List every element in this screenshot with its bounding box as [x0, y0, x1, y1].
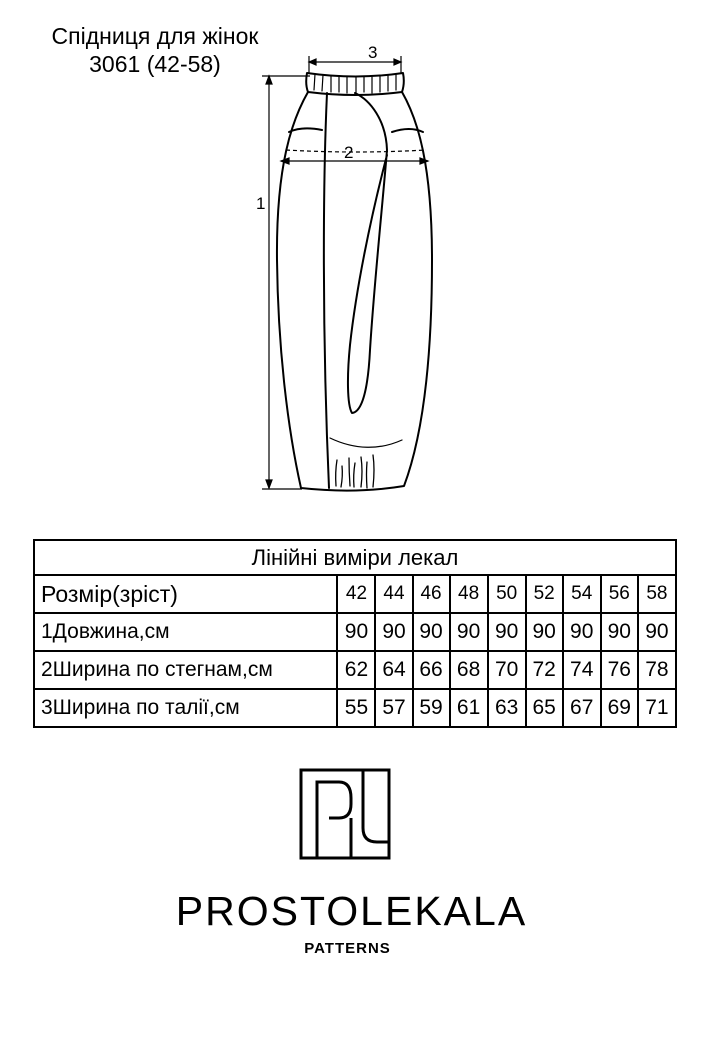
value-cell: 90 [450, 613, 488, 651]
size-label: Розмір(зріст) [34, 575, 337, 613]
skirt-drawing [0, 0, 703, 520]
pocket-left [289, 128, 322, 132]
row-label: 1Довжина,см [34, 613, 337, 651]
page-title: Спідниця для жінок [51, 23, 259, 49]
size-cell: 52 [526, 575, 563, 613]
value-cell: 66 [413, 651, 450, 689]
brand-name: PROSTOLEKALA [175, 888, 528, 934]
dim-label-1: 1 [256, 194, 266, 213]
model-number: 3061 (42-58) [89, 51, 221, 77]
value-cell: 74 [563, 651, 601, 689]
value-cell: 90 [563, 613, 601, 651]
value-cell: 90 [375, 613, 412, 651]
size-cell: 44 [375, 575, 412, 613]
table-row-waist-width [34, 689, 676, 727]
value-cell: 90 [413, 613, 450, 651]
value-cell: 64 [375, 651, 412, 689]
size-cell: 42 [337, 575, 375, 613]
hem-gathers [336, 455, 374, 488]
table-row-sizes [34, 575, 676, 613]
hem-cuff [330, 438, 402, 447]
value-cell: 90 [337, 613, 375, 651]
brand-tagline: PATTERNS [304, 940, 391, 957]
value-cell: 90 [638, 613, 676, 651]
waistband [306, 73, 404, 95]
size-cell: 50 [488, 575, 526, 613]
row-label: 2Ширина по стегнам,см [34, 651, 337, 689]
value-cell: 67 [563, 689, 601, 727]
wrap-curve [348, 93, 387, 413]
size-cell: 46 [413, 575, 450, 613]
table-row-hip-width [34, 651, 676, 689]
value-cell: 63 [488, 689, 526, 727]
value-cell: 76 [601, 651, 638, 689]
value-cell: 71 [638, 689, 676, 727]
skirt-outline [277, 92, 432, 491]
value-cell: 68 [450, 651, 488, 689]
value-cell: 62 [337, 651, 375, 689]
row-label: 3Ширина по талії,см [34, 689, 337, 727]
value-cell: 55 [337, 689, 375, 727]
value-cell: 72 [526, 651, 563, 689]
table-row-length [34, 613, 676, 651]
value-cell: 57 [375, 689, 412, 727]
value-cell: 90 [601, 613, 638, 651]
size-cell: 56 [601, 575, 638, 613]
value-cell: 69 [601, 689, 638, 727]
value-cell: 61 [450, 689, 488, 727]
value-cell: 90 [488, 613, 526, 651]
dim-label-2: 2 [344, 143, 354, 162]
value-cell: 90 [526, 613, 563, 651]
brand-logo [299, 768, 391, 860]
value-cell: 78 [638, 651, 676, 689]
value-cell: 59 [413, 689, 450, 727]
measurements-table [33, 539, 677, 728]
size-cell: 58 [638, 575, 676, 613]
size-cell: 48 [450, 575, 488, 613]
dim-label-3: 3 [368, 43, 378, 62]
value-cell: 70 [488, 651, 526, 689]
size-cell: 54 [563, 575, 601, 613]
table-caption: Лінійні виміри лекал [34, 540, 676, 575]
value-cell: 65 [526, 689, 563, 727]
